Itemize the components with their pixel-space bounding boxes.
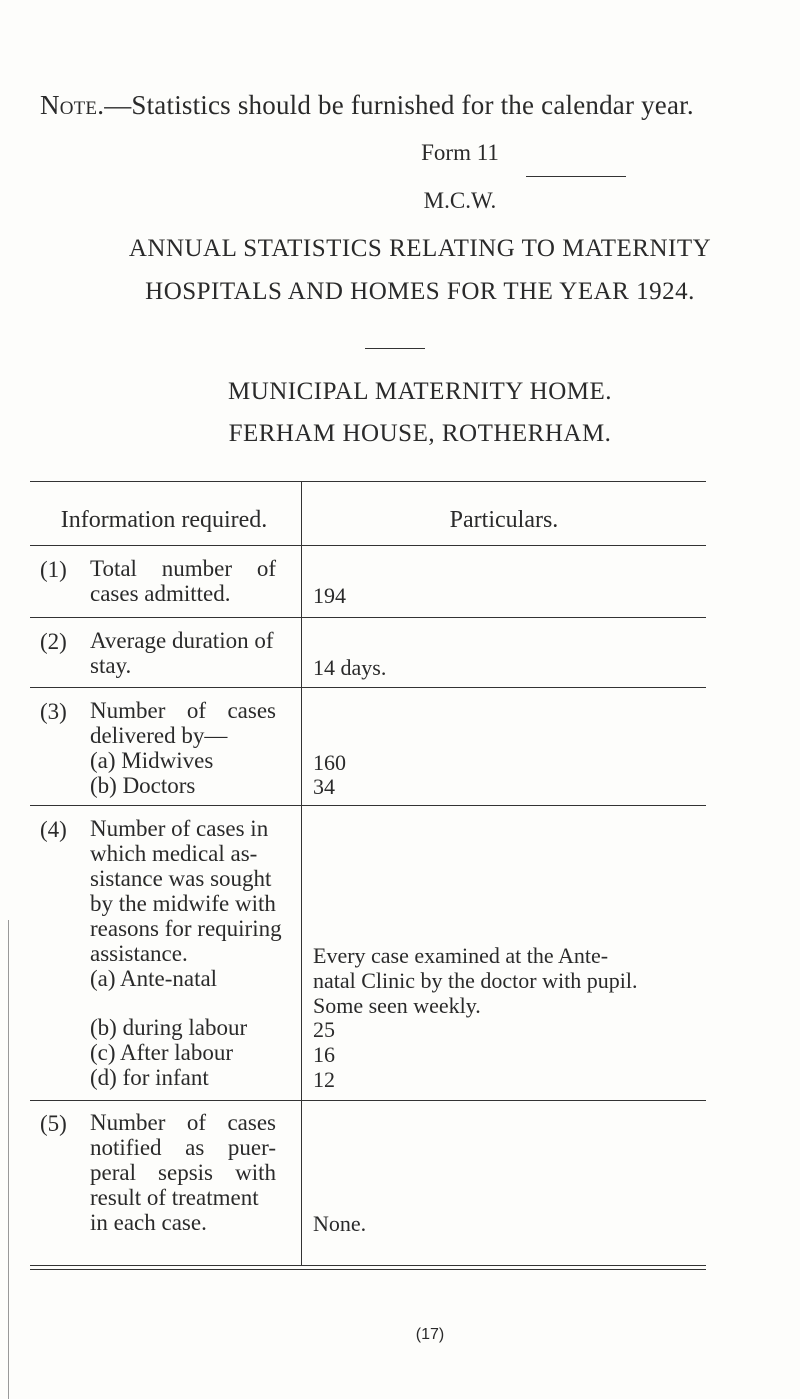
row-text: Number of cases <box>90 1110 276 1135</box>
form-label: Form 11 <box>421 140 499 165</box>
row-value: natal Clinic by the doctor with pupil. <box>313 968 638 993</box>
divider-center <box>365 348 425 349</box>
row-number: (2) <box>40 629 67 654</box>
row-text: cases admitted. <box>90 581 231 606</box>
note-text: —Statistics should be furnished for the calendar year. <box>104 90 694 120</box>
header-rule <box>30 545 706 546</box>
page-number: (17) <box>415 1326 445 1343</box>
header-information: Information required. <box>60 507 268 533</box>
row-text: sistance was sought <box>90 866 272 891</box>
table-bottom-rule-double <box>30 1269 706 1270</box>
row-rule <box>30 687 706 688</box>
divider-short <box>526 176 626 177</box>
row-value: 12 <box>313 1067 335 1092</box>
row-subitem: (a) Midwives <box>90 748 214 773</box>
row-text: Average duration of <box>90 628 274 653</box>
row-value: 16 <box>313 1042 335 1067</box>
row-value: 14 days. <box>313 655 387 680</box>
row-text: Total number of <box>90 556 276 581</box>
row-value: 25 <box>313 1017 335 1042</box>
row-number: (5) <box>40 1111 67 1136</box>
row-text: peral sepsis with <box>90 1160 276 1185</box>
row-value: None. <box>313 1211 367 1236</box>
row-subitem: (c) After labour <box>90 1040 234 1065</box>
row-subitem: (d) for infant <box>90 1065 209 1090</box>
row-number: (4) <box>40 817 67 842</box>
row-text: Number of cases in <box>90 816 269 841</box>
row-value: 34 <box>313 774 335 799</box>
row-rule <box>30 805 706 806</box>
row-value: 194 <box>313 583 346 608</box>
table-bottom-rule <box>30 1265 706 1266</box>
row-number: (3) <box>40 699 67 724</box>
row-rule <box>30 1100 706 1101</box>
row-subitem: (b) during labour <box>90 1015 248 1040</box>
note <box>40 90 694 121</box>
row-text: Number of cases <box>90 698 276 723</box>
row-value: 160 <box>313 750 346 775</box>
title-line-1: ANNUAL STATISTICS RELATING TO MATERNITY <box>128 235 712 262</box>
row-text: assistance. <box>90 941 188 966</box>
title-line-2: HOSPITALS AND HOMES FOR THE YEAR 1924. <box>145 278 695 305</box>
row-text: reasons for requiring <box>90 916 282 941</box>
row-text: result of treatment <box>90 1185 259 1210</box>
row-text: which medical as- <box>90 841 258 866</box>
row-number: (1) <box>40 557 67 582</box>
row-value: Some seen weekly. <box>313 993 481 1018</box>
row-text: notified as puer- <box>90 1135 276 1160</box>
table-top-rule <box>30 481 706 482</box>
subtitle-line-1: MUNICIPAL MATERNITY HOME. <box>227 378 613 405</box>
row-text: delivered by— <box>90 723 228 748</box>
row-text: stay. <box>90 653 132 678</box>
row-text: in each case. <box>90 1210 207 1235</box>
row-rule <box>30 617 706 618</box>
subtitle-line-2: FERHAM HOUSE, ROTHERHAM. <box>228 420 612 447</box>
note-prefix: Note. <box>40 90 105 120</box>
row-value: Every case examined at the Ante- <box>313 943 609 968</box>
row-subitem: (a) Ante-natal <box>90 966 218 991</box>
row-text: by the midwife with <box>90 891 276 916</box>
row-subitem: (b) Doctors <box>90 773 196 798</box>
header-particulars: Particulars. <box>449 507 559 533</box>
column-divider <box>301 481 302 1265</box>
form-code: M.C.W. <box>423 188 497 213</box>
